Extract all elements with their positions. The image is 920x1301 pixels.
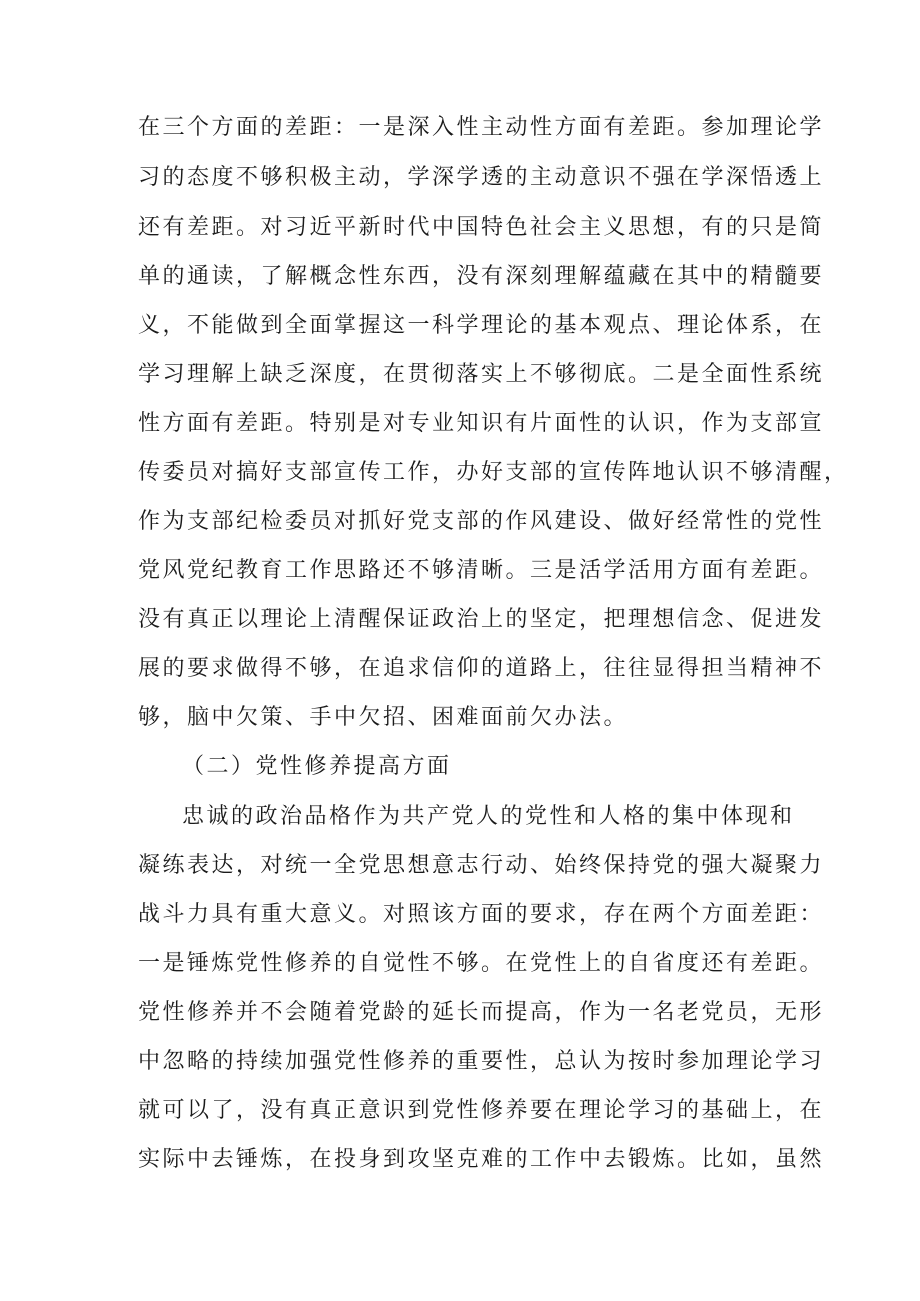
paragraph-line: 党性修养并不会随着党龄的延长而提高，作为一名老党员，无形 bbox=[138, 1000, 825, 1025]
paragraph-line: 性方面有差距。特别是对专业知识有片面性的认识，作为支部宣 bbox=[138, 411, 825, 436]
paragraph-line: 单的通读，了解概念性东西，没有深刻理解蕴藏在其中的精髓要 bbox=[138, 264, 825, 289]
paragraph-line: 凝练表达，对统一全党思想意志行动、始终保持党的强大凝聚力 bbox=[138, 853, 825, 878]
paragraph-line: 还有差距。对习近平新时代中国特色社会主义思想，有的只是简 bbox=[138, 215, 825, 240]
paragraph-line: 展的要求做得不够，在追求信仰的道路上，往往显得担当精神不 bbox=[138, 656, 825, 681]
paragraph-line: 实际中去锤炼，在投身到攻坚克难的工作中去锻炼。比如，虽然 bbox=[138, 1147, 825, 1172]
paragraph-line: 党风党纪教育工作思路还不够清晰。三是活学活用方面有差距。 bbox=[138, 558, 825, 583]
paragraph-line: 战斗力具有重大意义。对照该方面的要求，存在两个方面差距： bbox=[138, 902, 825, 927]
paragraph-line: 义，不能做到全面掌握这一科学理论的基本观点、理论体系，在 bbox=[138, 313, 825, 338]
paragraph-line: 没有真正以理论上清醒保证政治上的坚定，把理想信念、促进发 bbox=[138, 607, 825, 632]
paragraph-line: 中忽略的持续加强党性修养的重要性，总认为按时参加理论学习 bbox=[138, 1049, 825, 1074]
paragraph-line: 传委员对搞好支部宣传工作，办好支部的宣传阵地认识不够清醒， bbox=[138, 460, 849, 485]
paragraph-line: 在三个方面的差距：一是深入性主动性方面有差距。参加理论学 bbox=[138, 115, 825, 140]
paragraph-line: 够，脑中欠策、手中欠招、困难面前欠办法。 bbox=[138, 705, 629, 730]
paragraph-line: 一是锤炼党性修养的自觉性不够。在党性上的自省度还有差距。 bbox=[138, 951, 825, 976]
paragraph-line: 作为支部纪检委员对抓好党支部的作风建设、做好经常性的党性 bbox=[138, 509, 825, 534]
paragraph-line: 学习理解上缺乏深度，在贯彻落实上不够彻底。二是全面性系统 bbox=[138, 362, 825, 387]
section-heading: （二）党性修养提高方面 bbox=[182, 754, 452, 779]
paragraph-line: 习的态度不够积极主动，学深学透的主动意识不强在学深悟透上 bbox=[138, 165, 825, 190]
paragraph-line: 就可以了，没有真正意识到党性修养要在理论学习的基础上，在 bbox=[138, 1098, 825, 1123]
paragraph-line: 忠诚的政治品格作为共产党人的党性和人格的集中体现和 bbox=[182, 804, 795, 829]
